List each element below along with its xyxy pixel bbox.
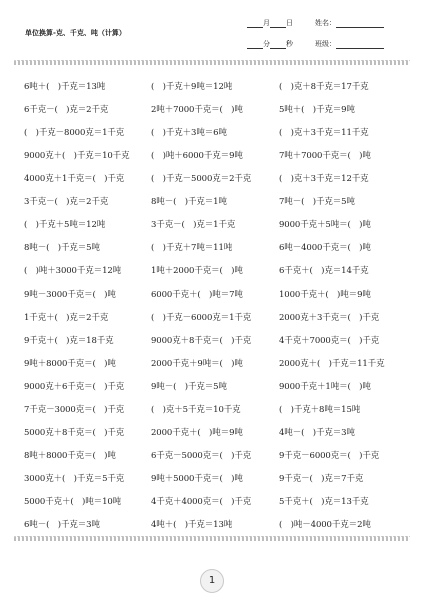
problem-item: 6千克＋( )克＝14千克 [279, 266, 369, 277]
problem-item: 7千克－3000克＝( )千克 [24, 404, 125, 415]
problem-item: ( )千克＋7吨＝11吨 [151, 243, 233, 254]
problem-item: ( )吨＋3000千克＝12吨 [24, 266, 122, 277]
problem-item: 4千克＋4000克＝( )千克 [151, 496, 252, 507]
minute-label: 分 [263, 40, 270, 48]
problem-item: 9000克＋8千克＝( )千克 [151, 335, 252, 346]
problem-item: 9吨－( )千克＝5吨 [151, 381, 227, 392]
problem-item: ( )克＋8千克＝17千克 [279, 82, 369, 92]
problem-item: ( )千克＋5吨＝12吨 [24, 220, 106, 231]
problem-item: 3000克＋( )千克＝5千克 [24, 473, 125, 484]
problem-item: ( )吨－4000千克＝2吨 [279, 520, 371, 530]
problem-item: ( )千克－8000克＝1千克 [24, 128, 125, 139]
problem-item: 9000千克＋1吨＝( )吨 [279, 381, 371, 392]
problem-item: 8吨－( )千克＝1吨 [151, 197, 227, 208]
problem-item: 4吨－( )千克＝3吨 [279, 427, 355, 438]
problem-item: 6吨－4000千克＝( )吨 [279, 243, 371, 254]
problem-item: 5000克＋8千克＝( )千克 [24, 427, 125, 438]
day-label: 日 [286, 19, 293, 27]
problem-item: 7吨－( )千克＝5吨 [279, 197, 355, 208]
problem-item: 9吨－3000千克＝( )吨 [24, 289, 116, 300]
problem-item: 3千克－( )克＝1千克 [151, 220, 236, 231]
problem-item: ( )克＋5千克＝10千克 [151, 404, 241, 415]
problem-item: 2000千克＋9吨＝( )吨 [151, 358, 243, 369]
problem-item: ( )千克＋9吨＝12吨 [151, 82, 233, 92]
problem-item: 5千克＋( )克＝13千克 [279, 496, 369, 507]
problem-item: 2000克＋3千克＝( )千克 [279, 312, 380, 323]
bottom-divider [14, 536, 410, 541]
problem-item: 6千克－( )克＝2千克 [24, 105, 109, 115]
problem-item: 6吨－( )千克＝3吨 [24, 520, 100, 530]
problem-item: 8吨－( )千克＝5吨 [24, 243, 100, 254]
name-label: 姓名： [315, 19, 336, 27]
problem-item: 8吨＋8000千克＝( )吨 [24, 450, 116, 461]
problem-item: ( )千克－6000克＝1千克 [151, 312, 252, 323]
problem-item: 3千克－( )克＝2千克 [24, 197, 109, 208]
problem-item: ( )千克－5000克＝2千克 [151, 174, 252, 185]
problem-item: 1千克＋( )克＝2千克 [24, 312, 109, 323]
problem-item: 1000千克＋( )吨＝9吨 [279, 289, 371, 300]
problem-item: ( )千克＋3吨＝6吨 [151, 128, 227, 139]
problem-item: ( )克＋3千克＝12千克 [279, 174, 369, 185]
problem-item: 9000克＋6千克＝( )千克 [24, 381, 125, 392]
problem-item: 7吨＋7000千克＝( )吨 [279, 151, 371, 162]
class-label: 班级： [315, 40, 336, 48]
problem-item: 9千克－6000克＝( )千克 [279, 450, 380, 461]
problem-item: 4千克＋7000克＝( )千克 [279, 335, 380, 346]
problem-item: 4吨＋( )千克＝13吨 [151, 520, 233, 530]
problem-item: ( )克＋3千克＝11千克 [279, 128, 369, 139]
problem-item: ( )千克＋8吨＝15吨 [279, 404, 361, 415]
problem-item: 2000千克＋( )吨＝9吨 [151, 427, 243, 438]
problem-item: 1吨＋2000千克＝( )吨 [151, 266, 243, 277]
page-number: 1 [200, 569, 224, 593]
problem-item: 5000千克＋( )吨＝10吨 [24, 496, 122, 507]
problem-item: 4000克＋1千克＝( )千克 [24, 174, 125, 185]
month-label: 月 [263, 19, 270, 27]
problem-item: 9千克＋( )克＝18千克 [24, 335, 114, 346]
problem-item: 9吨＋5000千克＝( )吨 [151, 473, 243, 484]
problem-item: 6吨＋( )千克＝13吨 [24, 82, 106, 92]
problem-item: 2000克＋( )千克＝11千克 [279, 358, 385, 369]
problem-item: 9吨＋8000千克＝( )吨 [24, 358, 116, 369]
problem-item: 5吨＋( )千克＝9吨 [279, 105, 355, 115]
problem-item: 6000千克＋( )吨＝7吨 [151, 289, 243, 300]
problem-item: 2吨＋7000千克＝( )吨 [151, 105, 243, 115]
second-label: 秒 [286, 40, 293, 48]
problem-item: 9000千克＋5吨＝( )吨 [279, 220, 371, 231]
worksheet-title: 单位换算-克、千克、吨（计算） [25, 28, 126, 37]
problem-item: ( )吨＋6000千克＝9吨 [151, 151, 243, 162]
problem-item: 9千克－( )克＝7千克 [279, 473, 364, 484]
problem-item: 6千克－5000克＝( )千克 [151, 450, 252, 461]
problem-item: 9000克＋( )千克＝10千克 [24, 151, 130, 162]
